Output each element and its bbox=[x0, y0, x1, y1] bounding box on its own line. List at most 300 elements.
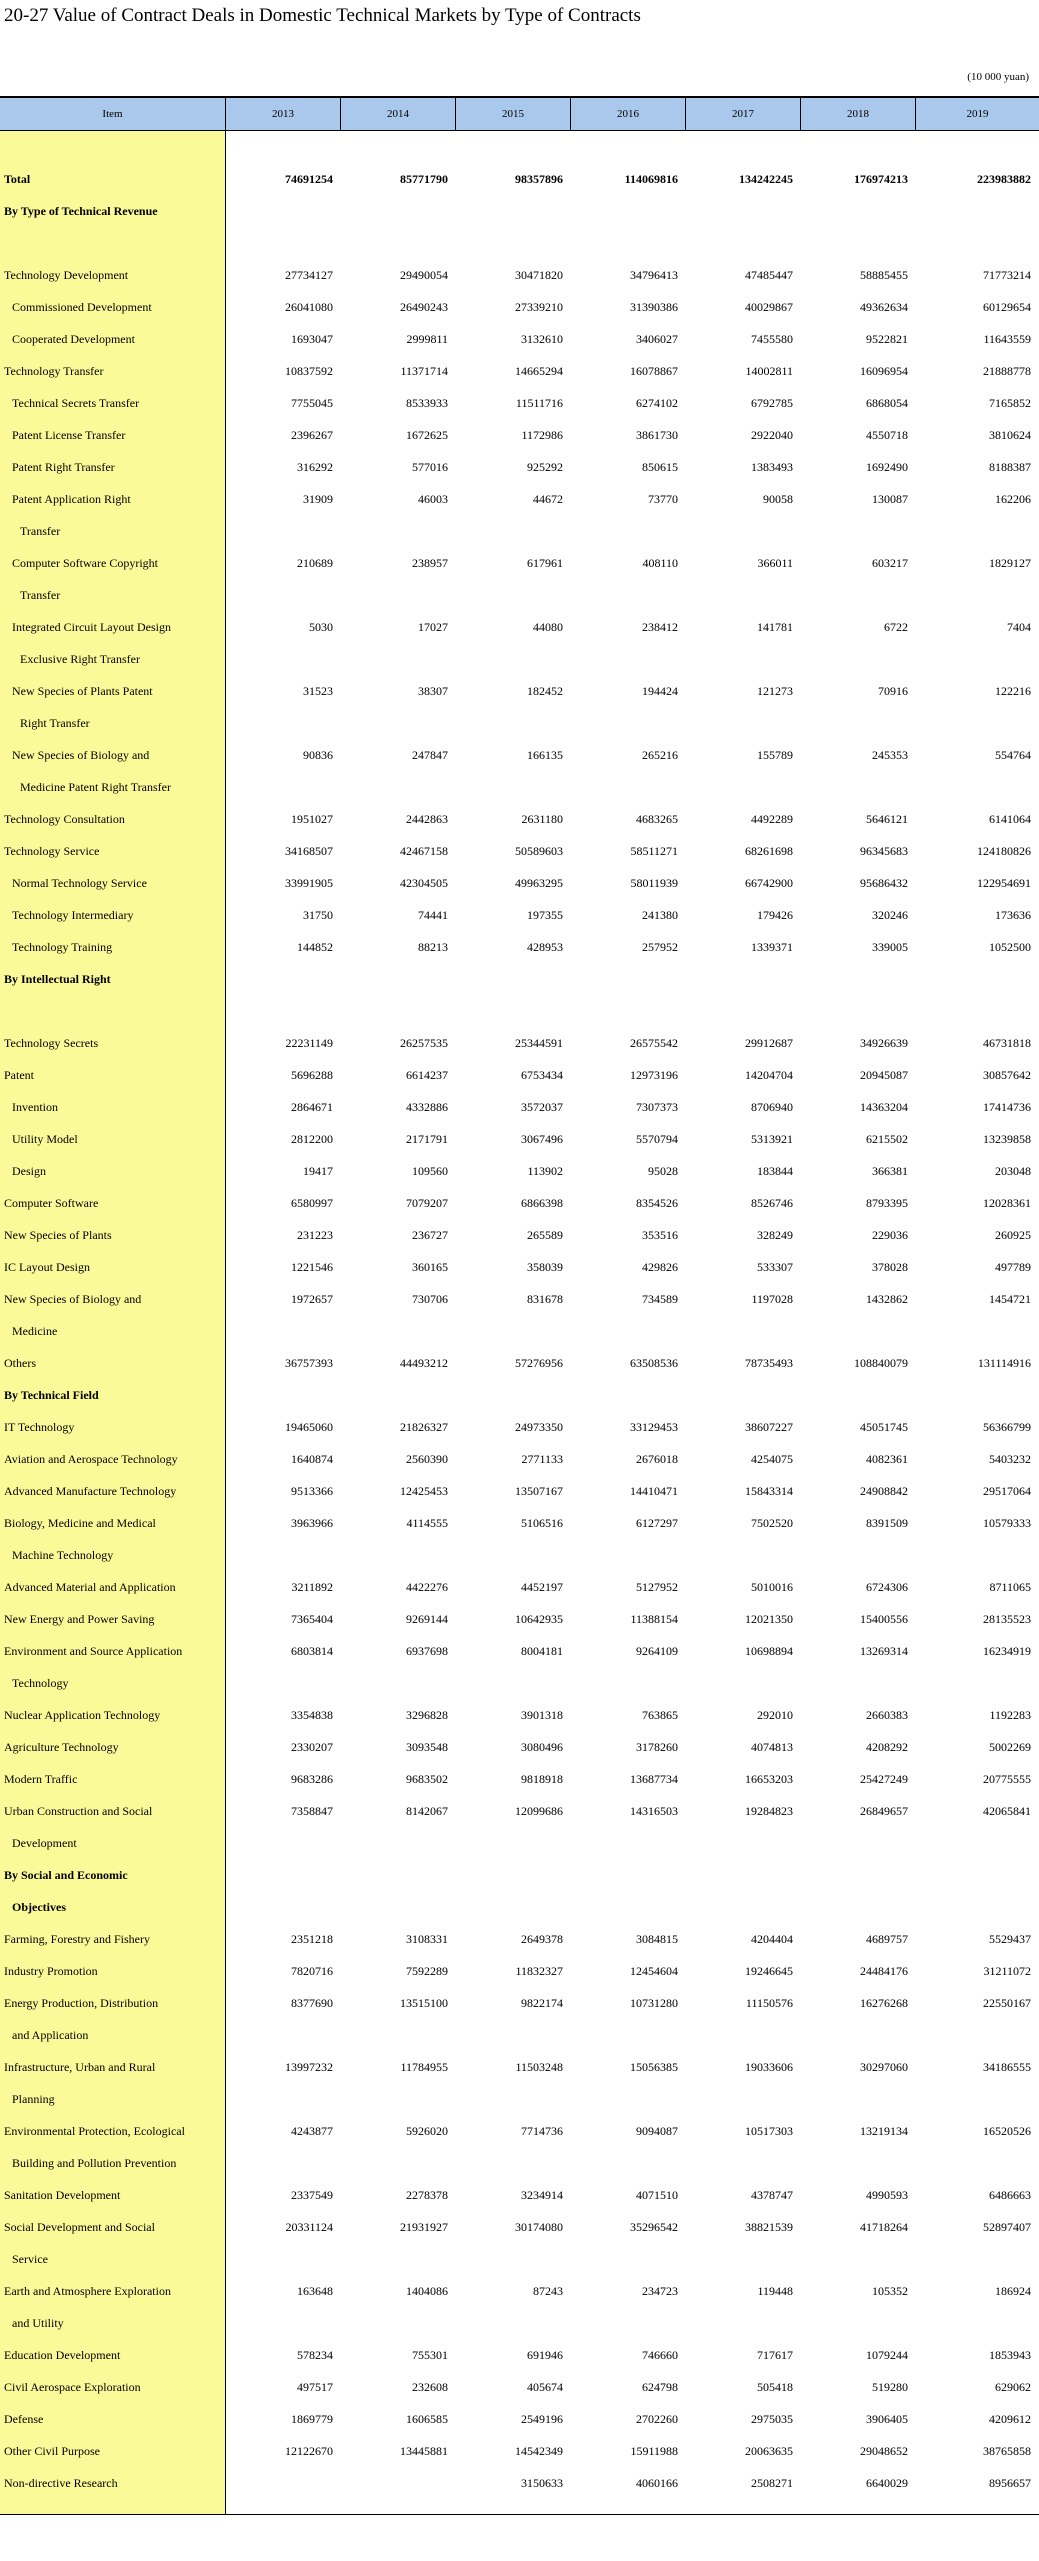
table-row bbox=[0, 1155, 1039, 1187]
value-cell: 7358847 bbox=[291, 1803, 333, 1818]
value-cell: 33129453 bbox=[630, 1419, 678, 1434]
value-cell: 134242245 bbox=[739, 171, 793, 186]
table-row bbox=[0, 1411, 1039, 1443]
value-cell: 746660 bbox=[642, 2347, 678, 2362]
value-cell: 4990593 bbox=[866, 2187, 908, 2202]
value-cell: 6722 bbox=[884, 619, 908, 634]
value-cell: 90058 bbox=[763, 491, 793, 506]
table-row bbox=[0, 1027, 1039, 1059]
value-cell: 113902 bbox=[527, 1163, 563, 1178]
value-cell: 40029867 bbox=[745, 299, 793, 314]
value-cell: 1951027 bbox=[291, 811, 333, 826]
value-cell: 25344591 bbox=[515, 1035, 563, 1050]
table-row bbox=[0, 2403, 1039, 2435]
table-row bbox=[0, 1187, 1039, 1219]
value-cell: 38307 bbox=[418, 683, 448, 698]
value-cell: 7820716 bbox=[291, 1963, 333, 1978]
value-cell: 734589 bbox=[642, 1291, 678, 1306]
value-cell: 4254075 bbox=[751, 1451, 793, 1466]
value-cell: 4422276 bbox=[406, 1579, 448, 1594]
value-cell: 7502520 bbox=[751, 1515, 793, 1530]
value-cell: 166135 bbox=[527, 747, 563, 762]
value-cell: 7307373 bbox=[636, 1099, 678, 1114]
table-row bbox=[0, 1827, 1039, 1859]
row-label: Patent bbox=[4, 1067, 34, 1082]
value-cell: 29912687 bbox=[745, 1035, 793, 1050]
value-cell: 3150633 bbox=[521, 2475, 563, 2490]
value-cell: 4243877 bbox=[291, 2123, 333, 2138]
value-cell: 236727 bbox=[412, 1227, 448, 1242]
value-cell: 5010016 bbox=[751, 1579, 793, 1594]
value-cell: 26041080 bbox=[285, 299, 333, 314]
value-cell: 232608 bbox=[412, 2379, 448, 2394]
row-label: Advanced Material and Application bbox=[4, 1579, 176, 1594]
table-row bbox=[0, 2467, 1039, 2499]
row-label: and Application bbox=[12, 2027, 89, 2042]
table-row bbox=[0, 931, 1039, 963]
table-row bbox=[0, 163, 1039, 195]
value-cell: 29490054 bbox=[400, 267, 448, 282]
value-cell: 14316503 bbox=[630, 1803, 678, 1818]
value-cell: 2337549 bbox=[291, 2187, 333, 2202]
value-cell: 2560390 bbox=[406, 1451, 448, 1466]
value-cell: 16520526 bbox=[983, 2123, 1031, 2138]
value-cell: 24908842 bbox=[860, 1483, 908, 1498]
value-cell: 13239858 bbox=[983, 1131, 1031, 1146]
row-label: Earth and Atmosphere Exploration bbox=[4, 2283, 171, 2298]
value-cell: 17027 bbox=[418, 619, 448, 634]
table-row bbox=[0, 547, 1039, 579]
table-row bbox=[0, 1219, 1039, 1251]
value-cell: 31523 bbox=[303, 683, 333, 698]
value-cell: 70916 bbox=[878, 683, 908, 698]
row-label: Commissioned Development bbox=[12, 299, 152, 314]
value-cell: 4114555 bbox=[406, 1515, 448, 1530]
value-cell: 13219134 bbox=[860, 2123, 908, 2138]
value-cell: 7714736 bbox=[521, 2123, 563, 2138]
row-label: Technology Transfer bbox=[4, 363, 104, 378]
row-label: Utility Model bbox=[12, 1131, 78, 1146]
value-cell: 2351218 bbox=[291, 1931, 333, 1946]
value-cell: 755301 bbox=[412, 2347, 448, 2362]
value-cell: 9683502 bbox=[406, 1771, 448, 1786]
value-cell: 2278378 bbox=[406, 2187, 448, 2202]
value-cell: 183844 bbox=[757, 1163, 793, 1178]
value-cell: 1432862 bbox=[866, 1291, 908, 1306]
row-label: New Species of Biology and bbox=[12, 747, 150, 762]
value-cell: 176974213 bbox=[854, 171, 908, 186]
value-cell: 11388154 bbox=[630, 1611, 678, 1626]
value-cell: 58011939 bbox=[630, 875, 678, 890]
table-row bbox=[0, 1635, 1039, 1667]
value-cell: 3108331 bbox=[406, 1931, 448, 1946]
value-cell: 265216 bbox=[642, 747, 678, 762]
table-row bbox=[0, 803, 1039, 835]
table-row bbox=[0, 1603, 1039, 1635]
row-label: Technical Secrets Transfer bbox=[12, 395, 140, 410]
value-cell: 13997232 bbox=[285, 2059, 333, 2074]
value-cell: 3406027 bbox=[636, 331, 678, 346]
value-cell: 44493212 bbox=[400, 1355, 448, 1370]
value-cell: 9269144 bbox=[406, 1611, 448, 1626]
value-cell: 8377690 bbox=[291, 1995, 333, 2010]
table-row bbox=[0, 611, 1039, 643]
table-row bbox=[0, 2307, 1039, 2339]
value-cell: 624798 bbox=[642, 2379, 678, 2394]
value-cell: 11371714 bbox=[400, 363, 448, 378]
table-row bbox=[0, 1123, 1039, 1155]
value-cell: 96345683 bbox=[860, 843, 908, 858]
value-cell: 3067496 bbox=[521, 1131, 563, 1146]
value-cell: 31390386 bbox=[630, 299, 678, 314]
value-cell: 1192283 bbox=[989, 1707, 1031, 1722]
value-cell: 45051745 bbox=[860, 1419, 908, 1434]
value-cell: 49963295 bbox=[515, 875, 563, 890]
value-cell: 2396267 bbox=[291, 427, 333, 442]
value-cell: 26257535 bbox=[400, 1035, 448, 1050]
value-cell: 8533933 bbox=[406, 395, 448, 410]
value-cell: 60129654 bbox=[983, 299, 1031, 314]
row-label: Transfer bbox=[20, 587, 61, 602]
value-cell: 497517 bbox=[297, 2379, 333, 2394]
row-label: New Species of Biology and bbox=[4, 1291, 142, 1306]
value-cell: 13687734 bbox=[630, 1771, 678, 1786]
row-label: Normal Technology Service bbox=[12, 875, 147, 890]
value-cell: 6724306 bbox=[866, 1579, 908, 1594]
value-cell: 19033606 bbox=[745, 2059, 793, 2074]
value-cell: 14363204 bbox=[860, 1099, 908, 1114]
value-cell: 3080496 bbox=[521, 1739, 563, 1754]
row-label: Other Civil Purpose bbox=[4, 2443, 100, 2458]
value-cell: 74691254 bbox=[285, 171, 333, 186]
value-cell: 12973196 bbox=[630, 1067, 678, 1082]
value-cell: 1640874 bbox=[291, 1451, 333, 1466]
value-cell: 31750 bbox=[303, 907, 333, 922]
table-row bbox=[0, 1379, 1039, 1411]
value-cell: 238412 bbox=[642, 619, 678, 634]
value-cell: 2508271 bbox=[751, 2475, 793, 2490]
value-cell: 34796413 bbox=[630, 267, 678, 282]
value-cell: 1606585 bbox=[406, 2411, 448, 2426]
table-row bbox=[0, 707, 1039, 739]
value-cell: 1853943 bbox=[989, 2347, 1031, 2362]
table-row bbox=[0, 355, 1039, 387]
value-cell: 265589 bbox=[527, 1227, 563, 1242]
row-label: Computer Software Copyright bbox=[12, 555, 158, 570]
value-cell: 27734127 bbox=[285, 267, 333, 282]
value-cell: 7592289 bbox=[406, 1963, 448, 1978]
value-cell: 78735493 bbox=[745, 1355, 793, 1370]
row-label: Integrated Circuit Layout Design bbox=[12, 619, 171, 634]
value-cell: 1829127 bbox=[989, 555, 1031, 570]
row-label: Cooperated Development bbox=[12, 331, 135, 346]
row-label: Right Transfer bbox=[20, 715, 90, 730]
value-cell: 182452 bbox=[527, 683, 563, 698]
value-cell: 11784955 bbox=[400, 2059, 448, 2074]
value-cell: 8354526 bbox=[636, 1195, 678, 1210]
table-row bbox=[0, 1443, 1039, 1475]
value-cell: 1383493 bbox=[751, 459, 793, 474]
value-cell: 46731818 bbox=[983, 1035, 1031, 1050]
value-cell: 9522821 bbox=[866, 331, 908, 346]
value-cell: 21888778 bbox=[983, 363, 1031, 378]
value-cell: 231223 bbox=[297, 1227, 333, 1242]
value-cell: 46003 bbox=[418, 491, 448, 506]
value-cell: 4332886 bbox=[406, 1099, 448, 1114]
value-cell: 7755045 bbox=[291, 395, 333, 410]
page-title: 20-27 Value of Contract Deals in Domestic Technical Markets by Type of Contracts bbox=[4, 5, 641, 26]
value-cell: 554764 bbox=[995, 747, 1031, 762]
row-label: Technology Development bbox=[4, 267, 129, 282]
table-row bbox=[0, 1955, 1039, 1987]
value-cell: 95686432 bbox=[860, 875, 908, 890]
row-label: Medicine bbox=[12, 1323, 58, 1338]
value-cell: 1052500 bbox=[989, 939, 1031, 954]
value-cell: 1454721 bbox=[989, 1291, 1031, 1306]
value-cell: 109560 bbox=[412, 1163, 448, 1178]
value-cell: 19284823 bbox=[745, 1803, 793, 1818]
value-cell: 49362634 bbox=[860, 299, 908, 314]
value-cell: 6868054 bbox=[866, 395, 908, 410]
value-cell: 13515100 bbox=[400, 1995, 448, 2010]
value-cell: 10517303 bbox=[745, 2123, 793, 2138]
row-label: Transfer bbox=[20, 523, 61, 538]
row-label: Medicine Patent Right Transfer bbox=[20, 779, 171, 794]
value-cell: 358039 bbox=[527, 1259, 563, 1274]
section-label: By Type of Technical Revenue bbox=[4, 203, 158, 218]
value-cell: 197355 bbox=[527, 907, 563, 922]
value-cell: 130087 bbox=[872, 491, 908, 506]
table-row bbox=[0, 1059, 1039, 1091]
section-label: By Technical Field bbox=[4, 1387, 99, 1402]
value-cell: 16653203 bbox=[745, 1771, 793, 1786]
table-row bbox=[0, 131, 1039, 163]
value-cell: 20063635 bbox=[745, 2443, 793, 2458]
value-cell: 366381 bbox=[872, 1163, 908, 1178]
header-item: Item bbox=[0, 98, 226, 130]
value-cell: 155789 bbox=[757, 747, 793, 762]
value-cell: 30857642 bbox=[983, 1067, 1031, 1082]
row-label: Modern Traffic bbox=[4, 1771, 78, 1786]
value-cell: 3810624 bbox=[989, 427, 1031, 442]
section-label: Objectives bbox=[12, 1899, 66, 1914]
value-cell: 850615 bbox=[642, 459, 678, 474]
value-cell: 16276268 bbox=[860, 1995, 908, 2010]
row-label: Technology Intermediary bbox=[12, 907, 134, 922]
value-cell: 8188387 bbox=[989, 459, 1031, 474]
value-cell: 14002811 bbox=[745, 363, 793, 378]
row-label: Energy Production, Distribution bbox=[4, 1995, 159, 2010]
row-label: Farming, Forestry and Fishery bbox=[4, 1931, 150, 1946]
value-cell: 15400556 bbox=[860, 1611, 908, 1626]
value-cell: 58511271 bbox=[630, 843, 678, 858]
value-cell: 30471820 bbox=[515, 267, 563, 282]
value-cell: 2812200 bbox=[291, 1131, 333, 1146]
value-cell: 4074813 bbox=[751, 1739, 793, 1754]
table-row bbox=[0, 867, 1039, 899]
value-cell: 8391509 bbox=[866, 1515, 908, 1530]
row-label: Infrastructure, Urban and Rural bbox=[4, 2059, 156, 2074]
value-cell: 3906405 bbox=[866, 2411, 908, 2426]
row-label: IC Layout Design bbox=[4, 1259, 90, 1274]
section-label: By Social and Economic bbox=[4, 1867, 128, 1882]
row-label: Non-directive Research bbox=[4, 2475, 118, 2490]
value-cell: 5529437 bbox=[989, 1931, 1031, 1946]
value-cell: 8004181 bbox=[521, 1643, 563, 1658]
value-cell: 5313921 bbox=[751, 1131, 793, 1146]
row-label: New Species of Plants Patent bbox=[12, 683, 153, 698]
row-label: Advanced Manufacture Technology bbox=[4, 1483, 177, 1498]
header-year: 2013 bbox=[226, 98, 341, 130]
header-year: 2018 bbox=[801, 98, 916, 130]
value-cell: 33991905 bbox=[285, 875, 333, 890]
table-row bbox=[0, 2275, 1039, 2307]
value-cell: 257952 bbox=[642, 939, 678, 954]
row-label: Aviation and Aerospace Technology bbox=[4, 1451, 178, 1466]
row-label: Defense bbox=[4, 2411, 44, 2426]
value-cell: 9822174 bbox=[521, 1995, 563, 2010]
row-label: Building and Pollution Prevention bbox=[12, 2155, 177, 2170]
value-cell: 17414736 bbox=[983, 1099, 1031, 1114]
value-cell: 3861730 bbox=[636, 427, 678, 442]
table-row bbox=[0, 1987, 1039, 2019]
value-cell: 428953 bbox=[527, 939, 563, 954]
value-cell: 21931927 bbox=[400, 2219, 448, 2234]
row-label: Technology Secrets bbox=[4, 1035, 99, 1050]
table-row bbox=[0, 835, 1039, 867]
value-cell: 10642935 bbox=[515, 1611, 563, 1626]
value-cell: 1197028 bbox=[751, 1291, 793, 1306]
value-cell: 4082361 bbox=[866, 1451, 908, 1466]
value-cell: 85771790 bbox=[400, 171, 448, 186]
value-cell: 30297060 bbox=[860, 2059, 908, 2074]
row-label: and Utility bbox=[12, 2315, 64, 2330]
value-cell: 11503248 bbox=[515, 2059, 563, 2074]
value-cell: 7455580 bbox=[751, 331, 793, 346]
table-row bbox=[0, 515, 1039, 547]
value-cell: 9513366 bbox=[291, 1483, 333, 1498]
value-cell: 58885455 bbox=[860, 267, 908, 282]
value-cell: 121273 bbox=[757, 683, 793, 698]
table-row bbox=[0, 1251, 1039, 1283]
header-year: 2015 bbox=[456, 98, 571, 130]
value-cell: 42467158 bbox=[400, 843, 448, 858]
value-cell: 3572037 bbox=[521, 1099, 563, 1114]
value-cell: 1404086 bbox=[406, 2283, 448, 2298]
header-year: 2017 bbox=[686, 98, 801, 130]
value-cell: 2702260 bbox=[636, 2411, 678, 2426]
value-cell: 12122670 bbox=[285, 2443, 333, 2458]
row-label: Technology Training bbox=[12, 939, 113, 954]
table-row bbox=[0, 2339, 1039, 2371]
table-row bbox=[0, 1091, 1039, 1123]
value-cell: 41718264 bbox=[860, 2219, 908, 2234]
row-label: Exclusive Right Transfer bbox=[20, 651, 140, 666]
row-label: IT Technology bbox=[4, 1419, 75, 1434]
value-cell: 617961 bbox=[527, 555, 563, 570]
value-cell: 90836 bbox=[303, 747, 333, 762]
value-cell: 66742900 bbox=[745, 875, 793, 890]
table-row bbox=[0, 387, 1039, 419]
value-cell: 12425453 bbox=[400, 1483, 448, 1498]
value-cell: 19417 bbox=[303, 1163, 333, 1178]
value-cell: 717617 bbox=[757, 2347, 793, 2362]
value-cell: 408110 bbox=[642, 555, 678, 570]
value-cell: 74441 bbox=[418, 907, 448, 922]
value-cell: 366011 bbox=[757, 555, 793, 570]
value-cell: 2676018 bbox=[636, 1451, 678, 1466]
row-label: Education Development bbox=[4, 2347, 121, 2362]
value-cell: 405674 bbox=[527, 2379, 563, 2394]
row-label: Biology, Medicine and Medical bbox=[4, 1515, 156, 1530]
row-label: Urban Construction and Social bbox=[4, 1803, 153, 1818]
value-cell: 3084815 bbox=[636, 1931, 678, 1946]
row-label: Planning bbox=[12, 2091, 55, 2106]
value-cell: 234723 bbox=[642, 2283, 678, 2298]
value-cell: 1221546 bbox=[291, 1259, 333, 1274]
value-cell: 34186555 bbox=[983, 2059, 1031, 2074]
table-row bbox=[0, 483, 1039, 515]
value-cell: 8526746 bbox=[751, 1195, 793, 1210]
value-cell: 6486663 bbox=[989, 2187, 1031, 2202]
value-cell: 4378747 bbox=[751, 2187, 793, 2202]
table-row bbox=[0, 579, 1039, 611]
value-cell: 16234919 bbox=[983, 1643, 1031, 1658]
table-row bbox=[0, 995, 1039, 1027]
value-cell: 2171791 bbox=[406, 1131, 448, 1146]
value-cell: 203048 bbox=[995, 1163, 1031, 1178]
value-cell: 71773214 bbox=[983, 267, 1031, 282]
value-cell: 15843314 bbox=[745, 1483, 793, 1498]
table-row bbox=[0, 2083, 1039, 2115]
value-cell: 6127297 bbox=[636, 1515, 678, 1530]
value-cell: 122216 bbox=[995, 683, 1031, 698]
value-cell: 245353 bbox=[872, 747, 908, 762]
value-cell: 31211072 bbox=[983, 1963, 1031, 1978]
value-cell: 3093548 bbox=[406, 1739, 448, 1754]
table-row bbox=[0, 1571, 1039, 1603]
value-cell: 10837592 bbox=[285, 363, 333, 378]
value-cell: 353516 bbox=[642, 1227, 678, 1242]
value-cell: 162206 bbox=[995, 491, 1031, 506]
value-cell: 16096954 bbox=[860, 363, 908, 378]
value-cell: 7365404 bbox=[291, 1611, 333, 1626]
value-cell: 12028361 bbox=[983, 1195, 1031, 1210]
row-label: Invention bbox=[12, 1099, 58, 1114]
value-cell: 15911988 bbox=[630, 2443, 678, 2458]
value-cell: 26490243 bbox=[400, 299, 448, 314]
value-cell: 14410471 bbox=[630, 1483, 678, 1498]
value-cell: 339005 bbox=[872, 939, 908, 954]
row-label: Development bbox=[12, 1835, 77, 1850]
value-cell: 194424 bbox=[642, 683, 678, 698]
value-cell: 26575542 bbox=[630, 1035, 678, 1050]
value-cell: 12099686 bbox=[515, 1803, 563, 1818]
value-cell: 5106516 bbox=[521, 1515, 563, 1530]
value-cell: 186924 bbox=[995, 2283, 1031, 2298]
table-row bbox=[0, 1731, 1039, 1763]
value-cell: 11511716 bbox=[515, 395, 563, 410]
value-cell: 30174080 bbox=[515, 2219, 563, 2234]
table-row bbox=[0, 323, 1039, 355]
table-row bbox=[0, 1923, 1039, 1955]
table-row bbox=[0, 899, 1039, 931]
value-cell: 2975035 bbox=[751, 2411, 793, 2426]
value-cell: 6215502 bbox=[866, 1131, 908, 1146]
table-row bbox=[0, 1699, 1039, 1731]
value-cell: 19465060 bbox=[285, 1419, 333, 1434]
value-cell: 6141064 bbox=[989, 811, 1031, 826]
